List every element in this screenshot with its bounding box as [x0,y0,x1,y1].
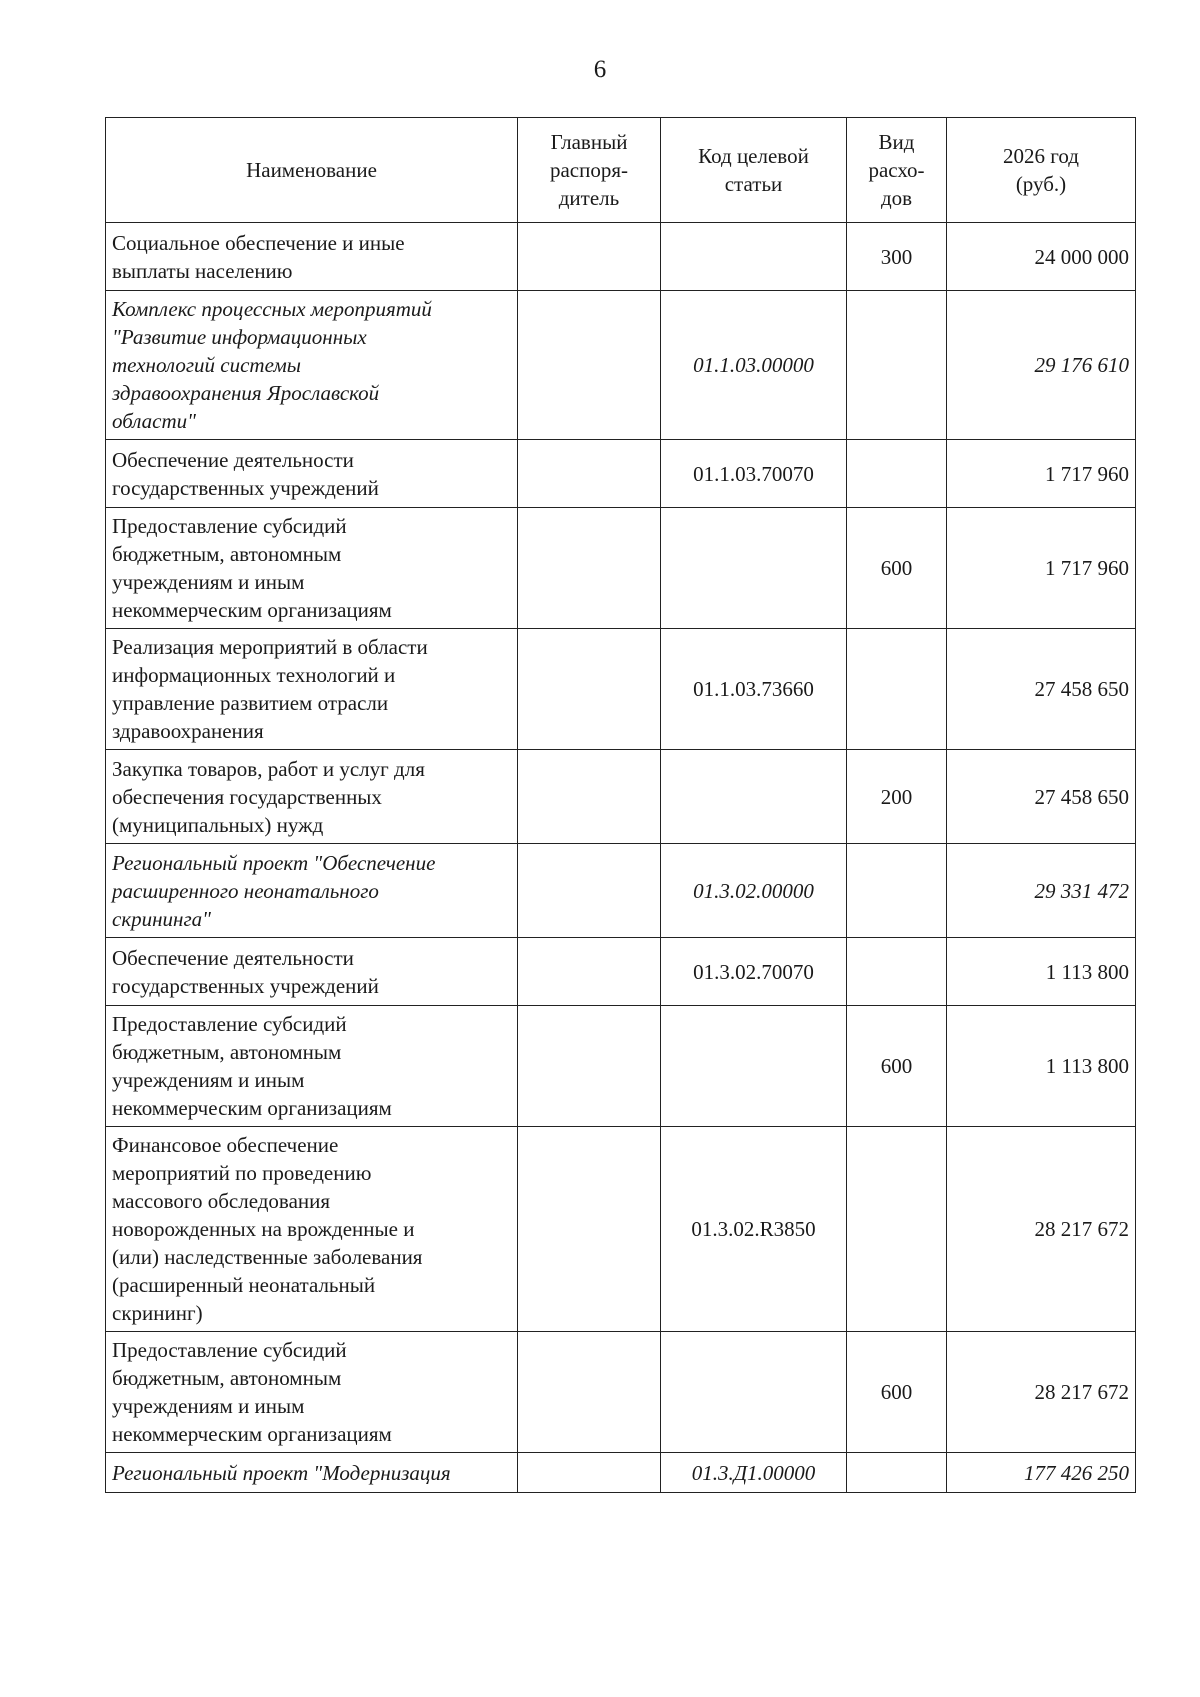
cell-code: 01.3.Д1.00000 [661,1453,847,1493]
cell-code [661,1332,847,1453]
header-kind-label: Вид расхо- дов [868,130,925,210]
table-row [106,1127,1136,1332]
cell-name: Региональный проект "Модернизация [106,1453,518,1493]
header-kind [847,118,947,223]
cell-kind: 300 [847,223,947,291]
cell-admin [518,1127,661,1332]
cell-name: Закупка товаров, работ и услуг для обеспечения государственных (муниципальных) нужд [106,750,518,844]
table-row [106,291,1136,440]
table-header-row [106,118,1136,223]
cell-kind [847,1453,947,1493]
table-row [106,1332,1136,1453]
header-admin [518,118,661,223]
cell-code: 01.1.03.00000 [661,291,847,440]
table-row [106,844,1136,938]
table-row [106,1453,1136,1493]
page-number: 6 [593,56,607,83]
header-admin-label: Главный распоря- дитель [549,130,629,210]
table-row [106,440,1136,508]
cell-code [661,223,847,291]
header-code-label: Код целевой статьи [698,144,809,196]
cell-amount: 1 717 960 [947,508,1136,629]
table-body [106,223,1136,1493]
cell-kind: 200 [847,750,947,844]
cell-kind: 600 [847,1006,947,1127]
cell-admin [518,291,661,440]
cell-kind [847,1127,947,1332]
cell-amount: 24 000 000 [947,223,1136,291]
cell-kind [847,844,947,938]
cell-admin [518,440,661,508]
cell-admin [518,938,661,1006]
cell-name: Региональный проект "Обеспечение расширенного неонатального скрининга" [106,844,518,938]
header-name-label: Наименование [246,158,377,182]
cell-kind [847,291,947,440]
cell-code: 01.3.02.R3850 [661,1127,847,1332]
table-row [106,223,1136,291]
cell-kind [847,938,947,1006]
cell-code: 01.1.03.73660 [661,629,847,750]
cell-amount: 28 217 672 [947,1127,1136,1332]
table-row [106,629,1136,750]
cell-name: Обеспечение деятельности государственных учреждений [106,938,518,1006]
cell-name: Реализация мероприятий в области информационных технологий и управление развитием отрасли здравоохранения [106,629,518,750]
cell-admin [518,223,661,291]
header-year [947,118,1136,223]
cell-admin [518,1453,661,1493]
cell-admin [518,750,661,844]
header-year-label: 2026 год (руб.) [1003,144,1079,196]
cell-amount: 29 331 472 [947,844,1136,938]
table-row [106,508,1136,629]
cell-name: Социальное обеспечение и иные выплаты населению [106,223,518,291]
cell-admin [518,629,661,750]
cell-kind [847,629,947,750]
header-name [106,118,518,223]
cell-admin [518,844,661,938]
cell-name: Предоставление субсидий бюджетным, автономным учреждениям и иным некоммерческим организациям [106,508,518,629]
cell-admin [518,1332,661,1453]
cell-code: 01.3.02.70070 [661,938,847,1006]
budget-table [105,117,1136,1493]
cell-amount: 1 717 960 [947,440,1136,508]
table-row [106,938,1136,1006]
cell-code [661,750,847,844]
cell-kind: 600 [847,1332,947,1453]
cell-amount: 27 458 650 [947,629,1136,750]
cell-name: Обеспечение деятельности государственных учреждений [106,440,518,508]
cell-name: Финансовое обеспечение мероприятий по проведению массового обследования новорожденных на врожденные и (или) наследственные заболевания (расширенный неонатальный скрининг) [106,1127,518,1332]
cell-kind: 600 [847,508,947,629]
cell-kind [847,440,947,508]
cell-name: Предоставление субсидий бюджетным, автономным учреждениям и иным некоммерческим организациям [106,1332,518,1453]
cell-code [661,508,847,629]
cell-admin [518,1006,661,1127]
table-row [106,750,1136,844]
cell-code [661,1006,847,1127]
cell-amount: 28 217 672 [947,1332,1136,1453]
cell-amount: 27 458 650 [947,750,1136,844]
cell-amount: 29 176 610 [947,291,1136,440]
cell-amount: 177 426 250 [947,1453,1136,1493]
cell-code: 01.1.03.70070 [661,440,847,508]
cell-name: Предоставление субсидий бюджетным, автономным учреждениям и иным некоммерческим организациям [106,1006,518,1127]
cell-amount: 1 113 800 [947,938,1136,1006]
cell-name: Комплекс процессных мероприятий "Развитие информационных технологий системы здравоохранения Ярославской области" [106,291,518,440]
cell-admin [518,508,661,629]
cell-code: 01.3.02.00000 [661,844,847,938]
cell-amount: 1 113 800 [947,1006,1136,1127]
header-code [661,118,847,223]
table-row [106,1006,1136,1127]
